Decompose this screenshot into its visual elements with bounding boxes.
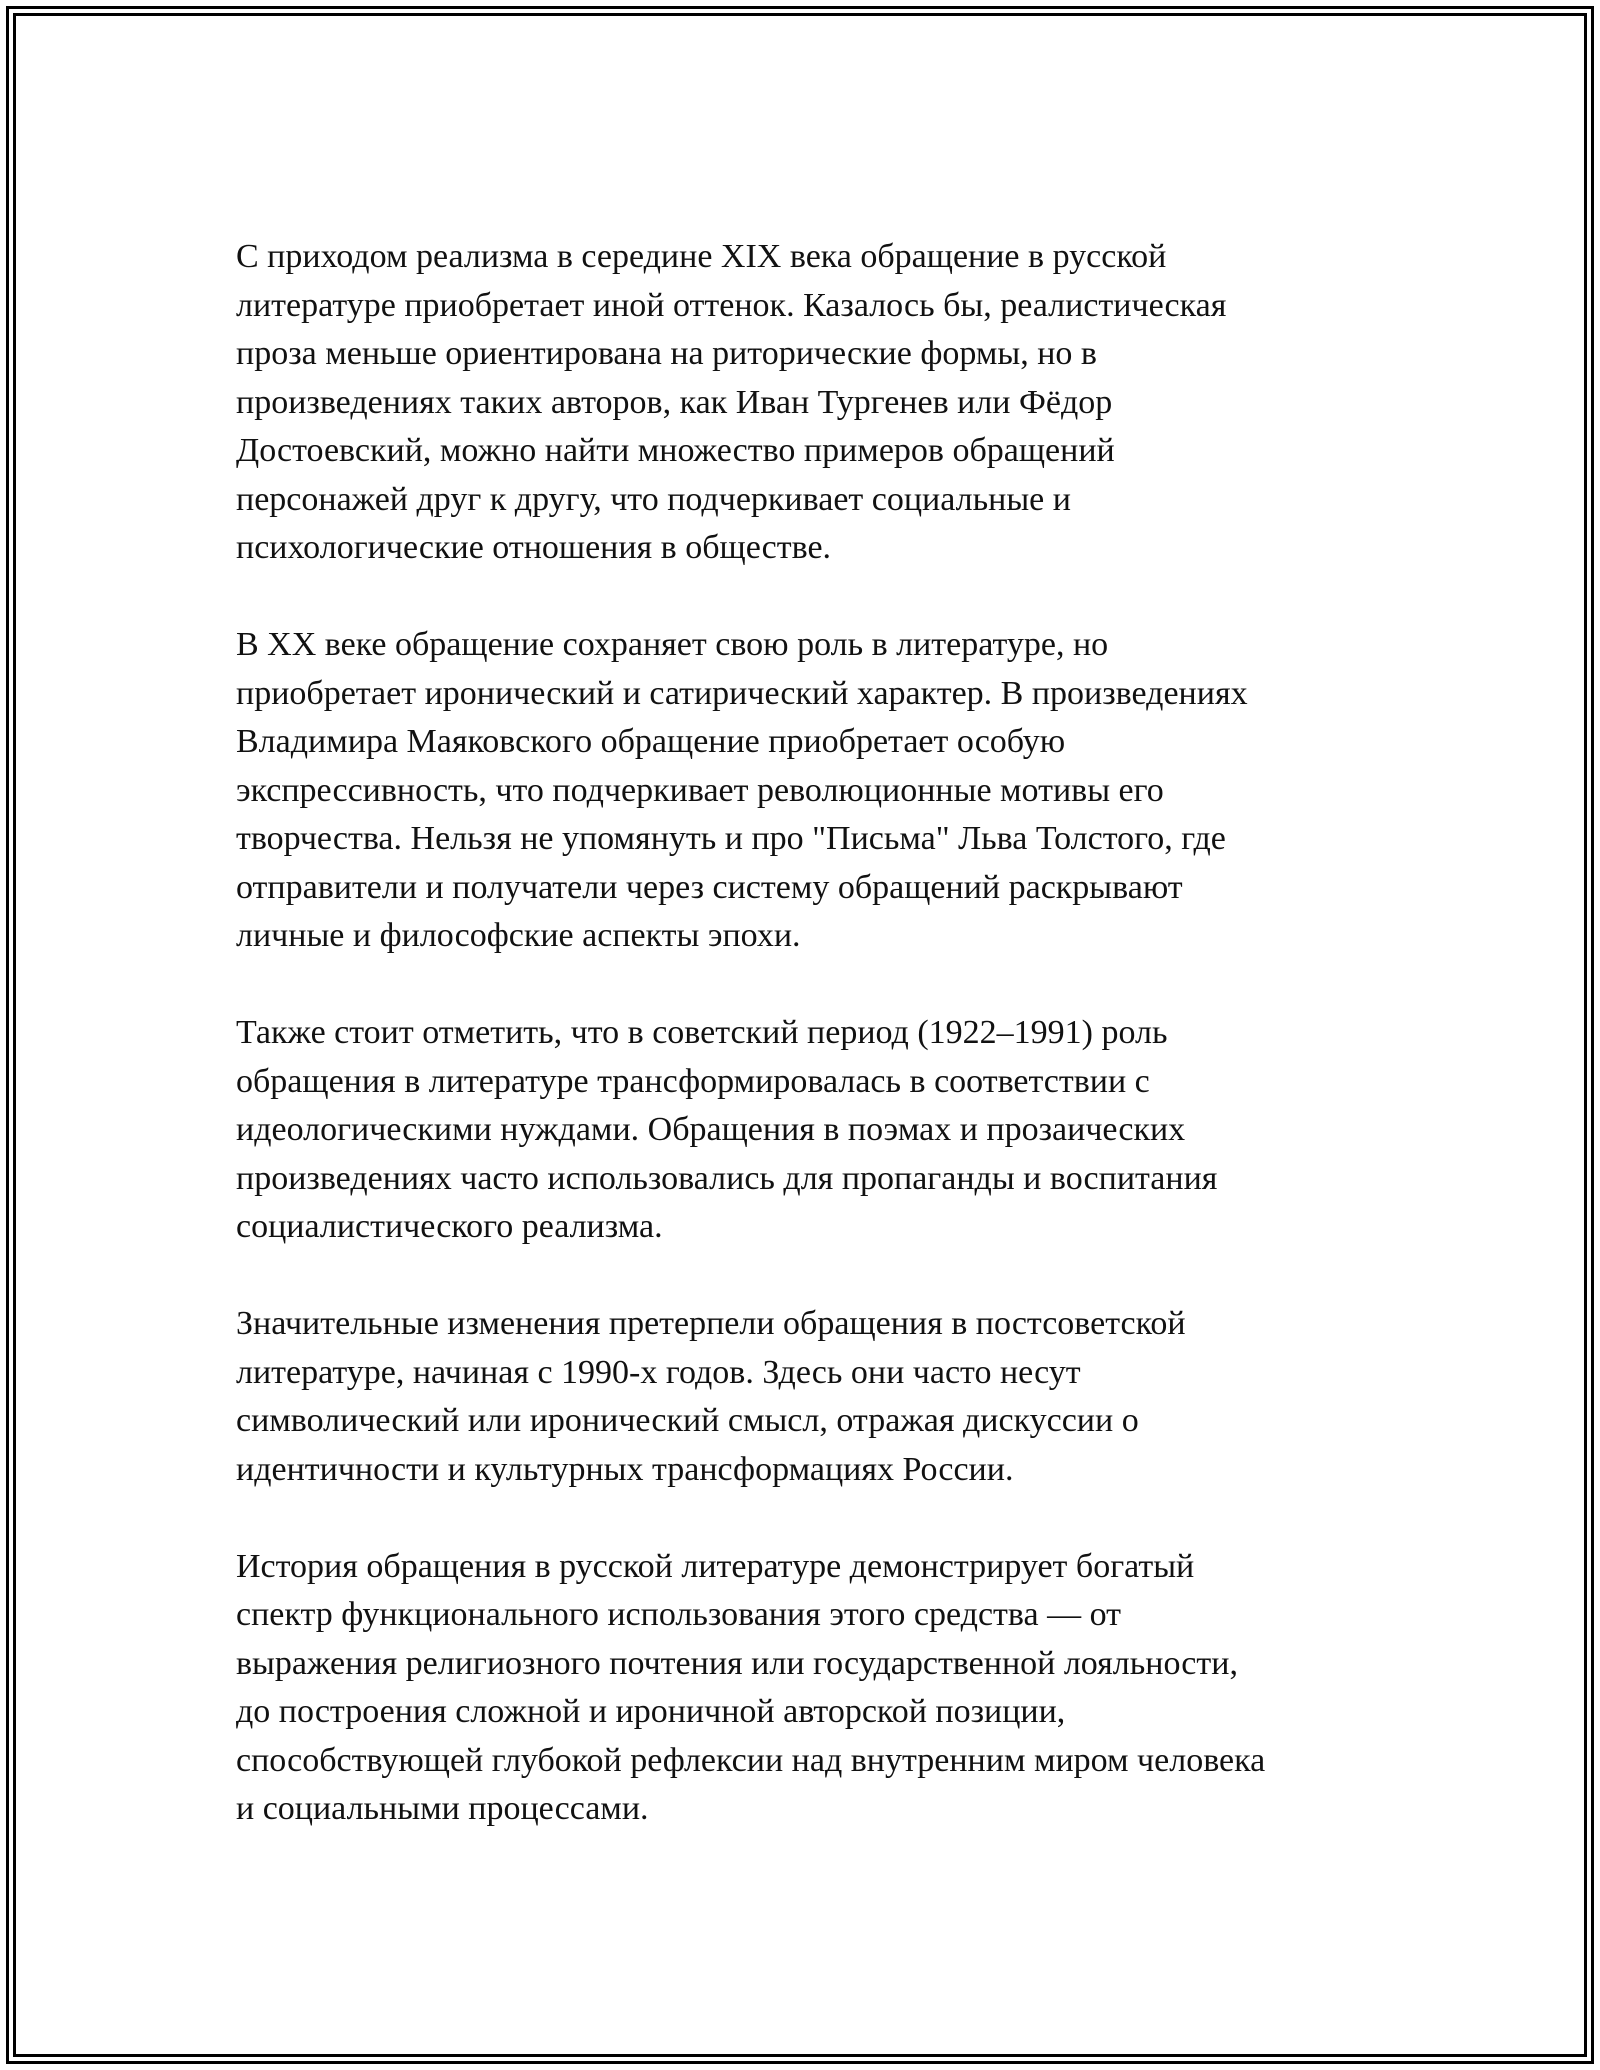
text-line: произведениях часто использовались для пропаганды и воспитания <box>236 1159 1218 1197</box>
text-line: психологические отношения в обществе. <box>236 529 832 566</box>
paragraph-1 <box>236 233 1366 573</box>
text-line: Также стоит отметить, что в советский период (1922–1991) роль <box>236 1014 1168 1051</box>
text-line: выражения религиозного почтения или государственной лояльности, <box>236 1644 1238 1682</box>
paragraph-3 <box>236 1009 1366 1252</box>
document-body <box>236 233 1366 1882</box>
text-line: способствующей глубокой рефлексии над внутренним миром человека <box>236 1741 1266 1779</box>
text-line: идентичности и культурных трансформациях России. <box>236 1450 1014 1488</box>
text-line: История обращения в русской литературе демонстрирует богатый <box>236 1547 1195 1585</box>
text-line: и социальными процессами. <box>236 1790 649 1827</box>
text-line: личные и философские аспекты эпохи. <box>236 917 801 954</box>
text-line: Значительные изменения претерпели обращения в постсоветской <box>236 1305 1186 1342</box>
text-line: экспрессивность, что подчеркивает революционные мотивы его <box>236 771 1164 809</box>
text-line: С приходом реализма в середине XIX века обращение в русской <box>236 238 1167 275</box>
text-line: В XX веке обращение сохраняет свою роль в литературе, но <box>236 626 1109 663</box>
text-line: обращения в литературе трансформировалась в соответствии с <box>236 1062 1150 1100</box>
text-line: приобретает иронический и сатирический характер. В произведениях <box>236 674 1248 712</box>
text-line: отправители и получатели через систему обращений раскрывают <box>236 868 1183 906</box>
text-line: проза меньше ориентирована на риторические формы, но в <box>236 335 1097 372</box>
text-line: до построения сложной и ироничной авторской позиции, <box>236 1693 1066 1730</box>
text-line: спектр функционального использования этого средства — от <box>236 1596 1122 1633</box>
text-line: творчества. Нельзя не упомянуть и про "Письма" Льва Толстого, где <box>236 820 1226 857</box>
paragraph-2 <box>236 621 1366 961</box>
text-line: Достоевский, можно найти множество примеров обращений <box>236 432 1115 469</box>
text-line: литературе приобретает иной оттенок. Казалось бы, реалистическая <box>236 286 1227 324</box>
text-line: произведениях таких авторов, как Иван Тургенев или Фёдор <box>236 383 1113 421</box>
paragraph-5 <box>236 1543 1366 1834</box>
text-line: персонажей друг к другу, что подчеркивает социальные и <box>236 480 1071 518</box>
text-line: литературе, начиная с 1990-х годов. Здесь они часто несут <box>236 1353 1081 1391</box>
text-line: социалистического реализма. <box>236 1208 663 1245</box>
text-line: идеологическими нуждами. Обращения в поэмах и прозаических <box>236 1111 1186 1148</box>
text-line: Владимира Маяковского обращение приобретает особую <box>236 723 1066 760</box>
text-line: символический или иронический смысл, отражая дискуссии о <box>236 1402 1139 1439</box>
paragraph-4 <box>236 1300 1366 1494</box>
